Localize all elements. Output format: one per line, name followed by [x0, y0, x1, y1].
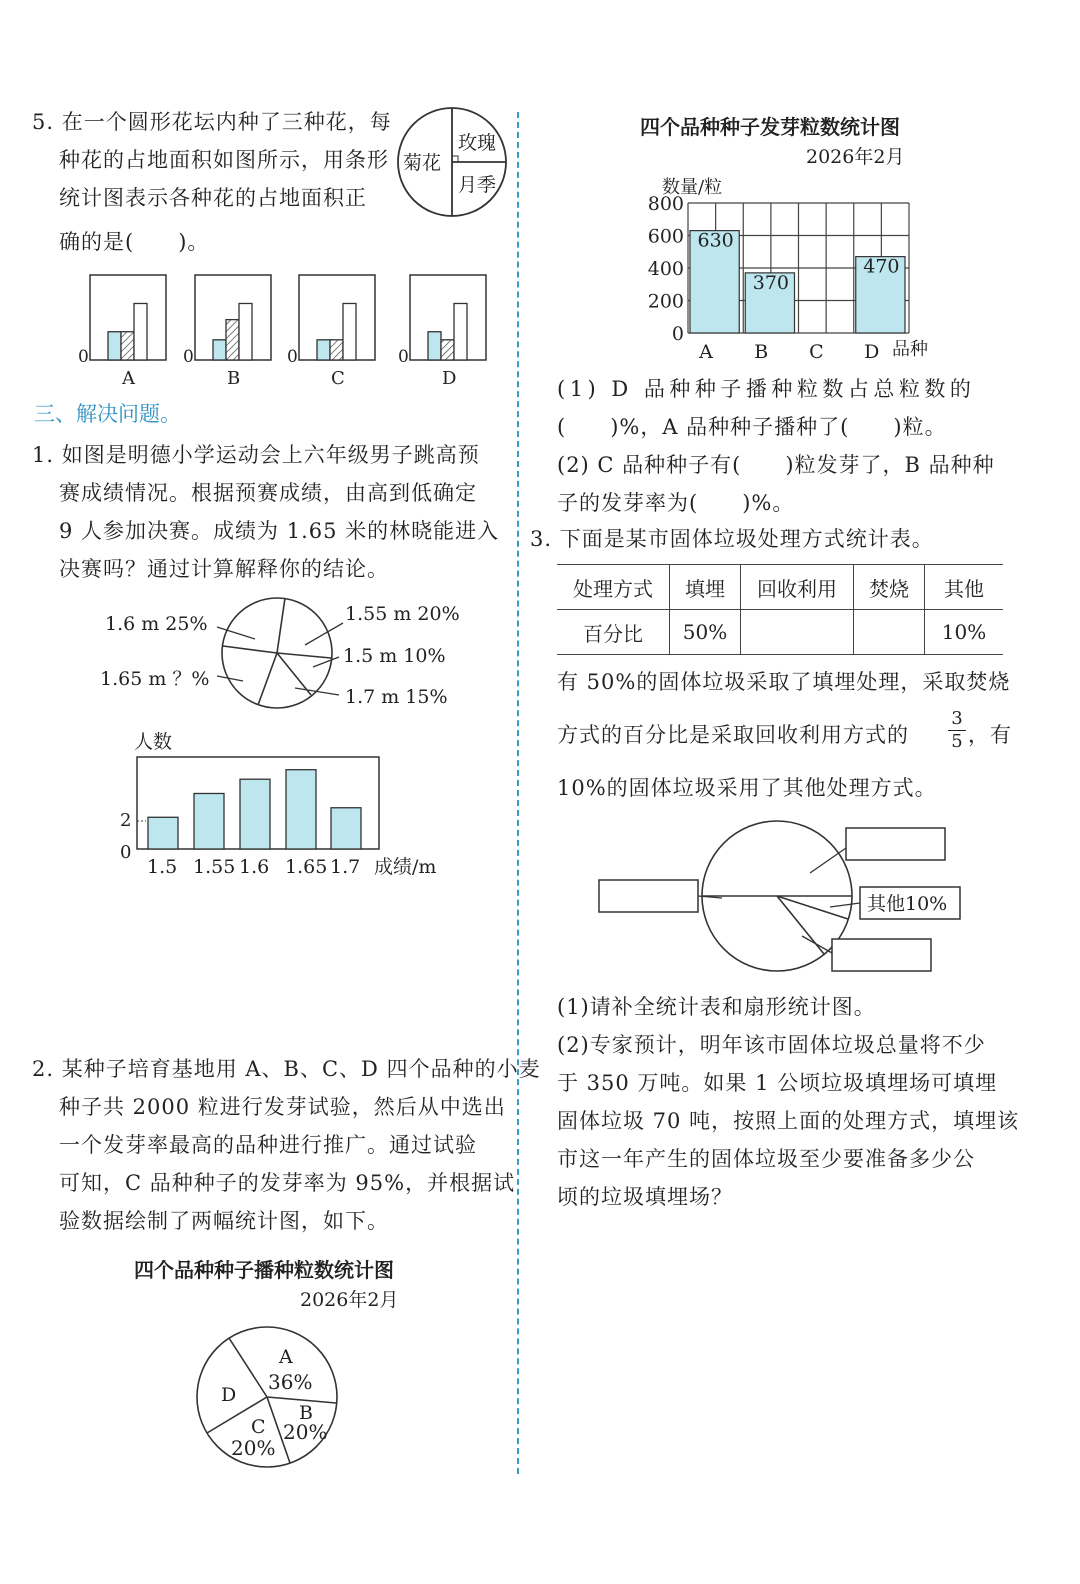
- bar-chart-date: 2026年2月: [806, 146, 905, 168]
- y-tick-label: 200: [647, 290, 684, 313]
- q2-line: 种子共 2000 粒进行发芽试验，然后从中选出: [59, 1095, 506, 1119]
- pie-label-c: C: [251, 1416, 266, 1438]
- bar: [148, 817, 178, 849]
- option-zero: 0: [78, 347, 89, 367]
- pie-label-1-5: 1.5 m 10%: [343, 645, 446, 667]
- bar-玫瑰: [441, 340, 454, 360]
- bar-月季: [343, 303, 356, 360]
- q1-text: [32, 436, 499, 588]
- q1-pie-chart: [95, 595, 475, 720]
- q2-question-line: (2) C 品种种子有( )粒发芽了，B 品种种: [557, 453, 995, 477]
- q1-bar-chart: [110, 728, 470, 883]
- y-tick-label: 0: [671, 323, 684, 345]
- option-label: B: [227, 368, 241, 389]
- q5-text: [32, 103, 392, 261]
- option-label: C: [331, 368, 345, 389]
- bar-玫瑰: [330, 340, 343, 360]
- q3-intro: 3. 下面是某市固体垃圾处理方式统计表。: [530, 527, 934, 551]
- option-label: A: [122, 368, 135, 389]
- option-zero: 0: [398, 347, 409, 367]
- q3-sub-questions: [557, 988, 1019, 1216]
- pie-label-yueji: 月季: [458, 174, 497, 196]
- q5-line: 确的是( )。: [59, 230, 210, 254]
- option-zero: 0: [183, 347, 194, 367]
- column-divider: [517, 112, 519, 1474]
- data-label: 630: [697, 229, 734, 252]
- data-label: 370: [752, 271, 790, 294]
- x-tick-label: 1.7: [330, 856, 361, 878]
- bar: [331, 808, 361, 849]
- table-cell-blank[interactable]: [741, 610, 854, 655]
- q5-line: 种花的占地面积如图所示，用条形: [59, 148, 389, 172]
- table-header-row: [557, 565, 1003, 610]
- q5-pie-chart: [395, 105, 510, 220]
- bar-zero: 0: [120, 842, 132, 863]
- bar-菊花: [317, 340, 330, 360]
- x-tick-label: A: [699, 341, 713, 363]
- bar-菊花: [213, 340, 226, 360]
- q2-line: 可知，C 品种种子的发芽率为 95%，并根据试: [59, 1171, 516, 1195]
- pie-label-meigui: 玫瑰: [458, 132, 497, 154]
- option-label: D: [442, 368, 457, 389]
- bar: [286, 770, 316, 849]
- bar-菊花: [108, 332, 121, 360]
- bar-月季: [454, 303, 467, 360]
- q3-sub-line: (2)专家预计，明年该市固体垃圾总量将不少: [557, 1033, 986, 1057]
- q1-line: 1. 如图是明德小学运动会上六年级男子跳高预: [32, 443, 480, 467]
- table-header: 处理方式: [557, 565, 670, 610]
- q5-line: 5. 在一个圆形花坛内种了三种花，每: [32, 110, 392, 134]
- pie-label-b-pct: 20%: [283, 1420, 328, 1444]
- bar-ylabel: 人数: [134, 731, 173, 753]
- q3-sub-line: 固体垃圾 70 吨，按照上面的处理方式，填埋该: [557, 1109, 1020, 1133]
- q1-line: 9 人参加决赛。成绩为 1.65 米的林晓能进入: [59, 519, 500, 543]
- pie-chart-date: 2026年2月: [300, 1289, 399, 1311]
- q3-sub-line: (1)请补全统计表和扇形统计图。: [557, 995, 876, 1019]
- pie-label-other: 其他10%: [867, 893, 948, 915]
- bar-玫瑰: [226, 320, 239, 360]
- table-cell: 百分比: [557, 610, 670, 655]
- pie-label-c-pct: 20%: [231, 1436, 276, 1460]
- q3-sub-line: 于 350 万吨。如果 1 公顷垃圾填埋场可填埋: [557, 1071, 998, 1095]
- q2-questions: [557, 370, 995, 522]
- q2-line: 2. 某种子培育基地用 A、B、C、D 四个品种的小麦: [32, 1057, 541, 1081]
- q3-pie-chart: [590, 818, 970, 978]
- x-tick-label: 1.55: [193, 856, 236, 878]
- q5-line: 统计图表示各种花的占地面积正: [59, 186, 367, 210]
- q3-sub-line: 顷的垃圾填埋场？: [557, 1185, 733, 1209]
- data-label: 470: [863, 255, 900, 278]
- answer-box[interactable]: [832, 939, 931, 971]
- fraction: 3 5: [948, 708, 966, 753]
- table-cell: 50%: [670, 610, 741, 655]
- bar-ytick: 2: [120, 810, 132, 831]
- y-tick-label: 800: [647, 193, 684, 215]
- x-tick-label: D: [864, 341, 880, 363]
- q2-text: [32, 1050, 541, 1240]
- q3-desc-line: 有 50%的固体垃圾采取了填埋处理，采取焚烧: [557, 670, 1011, 694]
- q2-pie-chart: [195, 1325, 345, 1475]
- x-tick-label: 1.5: [147, 856, 178, 878]
- pie-label-b: B: [299, 1402, 313, 1424]
- fraction-after: ，有: [968, 723, 1012, 747]
- q2-line: 验数据绘制了两幅统计图，如下。: [59, 1209, 389, 1233]
- table-cell: 10%: [925, 610, 1004, 655]
- bar-玫瑰: [121, 332, 134, 360]
- bar: [194, 793, 224, 849]
- x-tick-label: 1.65: [285, 856, 328, 878]
- pie-label-a: A: [279, 1346, 293, 1368]
- bar-菊花: [428, 332, 441, 360]
- y-tick-label: 600: [647, 225, 684, 248]
- pie-label-1-6: 1.6 m 25%: [105, 613, 208, 635]
- pie-label-1-55: 1.55 m 20%: [345, 603, 460, 625]
- table-cell-blank[interactable]: [854, 610, 925, 655]
- table-header: 填埋: [670, 565, 741, 610]
- q5-bar-options: [70, 268, 510, 393]
- y-tick-label: 400: [647, 258, 684, 280]
- option-zero: 0: [287, 347, 298, 367]
- pie-label-1-65: 1.65 m ？%: [100, 668, 210, 690]
- table-row: [557, 610, 1003, 655]
- bar-ylabel: 数量/粒: [662, 177, 723, 198]
- q3-desc-line-with-fraction: 方式的百分比是采取回收利用方式的: [557, 723, 909, 747]
- q2-bar-chart: [620, 170, 940, 365]
- pie-label-juhua: 菊花: [403, 152, 442, 174]
- q1-line: 赛成绩情况。根据预赛成绩，由高到低确定: [59, 481, 477, 505]
- bar-xlabel: 品种: [892, 339, 928, 360]
- q2-question-line: 子的发芽率为( )%。: [557, 491, 795, 515]
- bar-月季: [134, 303, 147, 360]
- answer-box[interactable]: [846, 828, 945, 860]
- q3-desc-line: 10%的固体垃圾采用了其他处理方式。: [557, 776, 937, 800]
- q3-sub-line: 市这一年产生的固体垃圾至少要准备多少公: [557, 1147, 975, 1171]
- bar-chart-title: 四个品种种子发芽粒数统计图: [640, 115, 900, 139]
- bar: [240, 779, 270, 849]
- q1-line: 决赛吗？通过计算解释你的结论。: [59, 557, 389, 581]
- q2-question-line: ( )%，A 品种种子播种了( )粒。: [557, 415, 947, 439]
- table-header: 回收利用: [741, 565, 854, 610]
- section-title: 三、解决问题。: [34, 402, 181, 426]
- x-tick-label: C: [809, 341, 824, 363]
- pie-label-a-pct: 36%: [268, 1370, 313, 1394]
- answer-box[interactable]: [599, 880, 698, 912]
- pie-chart-title: 四个品种种子播种粒数统计图: [134, 1258, 394, 1282]
- bar-xlabel: 成绩/m: [374, 856, 437, 878]
- pie-label-1-7: 1.7 m 15%: [345, 686, 448, 708]
- table-header: 其他: [925, 565, 1004, 610]
- q2-line: 一个发芽率最高的品种进行推广。通过试验: [59, 1133, 477, 1157]
- table-header: 焚烧: [854, 565, 925, 610]
- bar-月季: [239, 303, 252, 360]
- stat-table: [557, 564, 1003, 655]
- x-tick-label: B: [754, 341, 769, 363]
- x-tick-label: 1.6: [239, 856, 270, 878]
- pie-label-d: D: [221, 1384, 237, 1406]
- q2-question-line: (1) D 品种种子播种粒数占总粒数的: [557, 377, 976, 401]
